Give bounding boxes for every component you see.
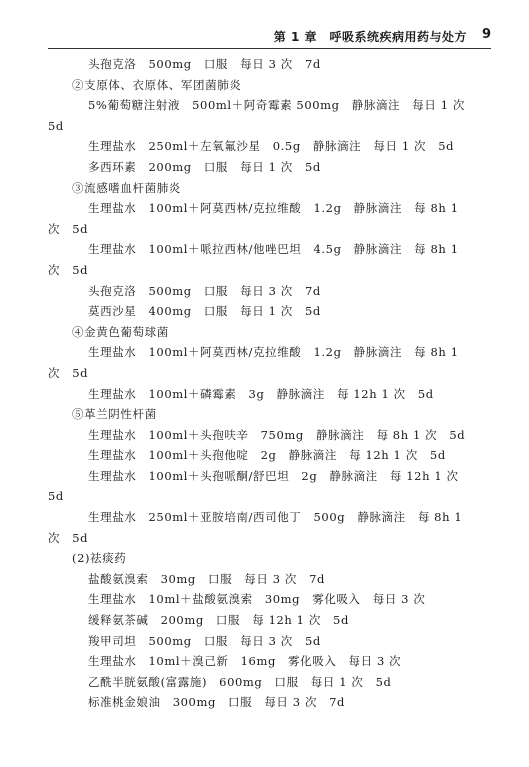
text-line: 多西环素 200mg 口服 每日 1 次 5d <box>88 159 321 174</box>
text-line: 生理盐水 100ml＋磷霉素 3g 静脉滴注 每 12h 1 次 5d <box>88 386 434 401</box>
header-divider <box>48 48 491 49</box>
text-line: 5%葡萄糖注射液 500ml＋阿奇霉素 500mg 静脉滴注 每日 1 次 <box>88 98 465 113</box>
text-line: 生理盐水 10ml＋盐酸氨溴索 30mg 雾化吸入 每日 3 次 <box>88 592 426 607</box>
text-line: ②支原体、衣原体、军团菌肺炎 <box>72 77 242 92</box>
document-body <box>48 54 491 713</box>
text-line: 盐酸氨溴索 30mg 口服 每日 3 次 7d <box>88 571 326 586</box>
text-line: 生理盐水 100ml＋头孢他啶 2g 静脉滴注 每 12h 1 次 5d <box>88 448 446 463</box>
text-line: 5d <box>48 118 64 133</box>
text-line: 羧甲司坦 500mg 口服 每日 3 次 5d <box>88 633 321 648</box>
page-header <box>0 28 529 48</box>
text-line: 次 5d <box>48 221 89 236</box>
text-line: 生理盐水 100ml＋哌拉西林/他唑巴坦 4.5g 静脉滴注 每 8h 1 <box>88 242 459 257</box>
text-line: ⑤革兰阴性杆菌 <box>72 407 157 422</box>
text-line: 头孢克洛 500mg 口服 每日 3 次 7d <box>88 283 321 298</box>
text-line: 5d <box>48 489 64 504</box>
text-line: 生理盐水 100ml＋头孢哌酮/舒巴坦 2g 静脉滴注 每 12h 1 次 <box>88 468 459 483</box>
text-line: 生理盐水 250ml＋亚胺培南/西司他丁 500g 静脉滴注 每 8h 1 <box>88 510 463 525</box>
text-line: 缓释氨茶碱 200mg 口服 每 12h 1 次 5d <box>88 613 349 628</box>
text-line: 生理盐水 100ml＋头孢呋辛 750mg 静脉滴注 每 8h 1 次 5d <box>88 427 466 442</box>
text-line: 标准桃金娘油 300mg 口服 每日 3 次 7d <box>88 695 346 710</box>
text-line: 次 5d <box>48 365 89 380</box>
chapter-title: 第 1 章 呼吸系统疾病用药与处方 <box>273 30 467 44</box>
text-line: ④金黄色葡萄球菌 <box>72 324 169 339</box>
text-line: 次 5d <box>48 262 89 277</box>
page-number: 9 <box>481 27 491 42</box>
text-line: 莫西沙星 400mg 口服 每日 1 次 5d <box>88 304 321 319</box>
text-line: 头孢克洛 500mg 口服 每日 3 次 7d <box>88 57 321 71</box>
text-line: ③流感嗜血杆菌肺炎 <box>72 180 181 195</box>
text-line: (2)祛痰药 <box>72 551 127 566</box>
text-line: 生理盐水 100ml＋阿莫西林/克拉维酸 1.2g 静脉滴注 每 8h 1 <box>88 201 459 216</box>
text-line: 生理盐水 100ml＋阿莫西林/克拉维酸 1.2g 静脉滴注 每 8h 1 <box>88 345 459 360</box>
text-line: 次 5d <box>48 530 89 545</box>
text-line: 生理盐水 10ml＋溴己新 16mg 雾化吸入 每日 3 次 <box>88 654 402 669</box>
text-line: 生理盐水 250ml＋左氧氟沙星 0.5g 静脉滴注 每日 1 次 5d <box>88 139 455 154</box>
text-line: 乙酰半胱氨酸(富露施) 600mg 口服 每日 1 次 5d <box>88 674 392 689</box>
